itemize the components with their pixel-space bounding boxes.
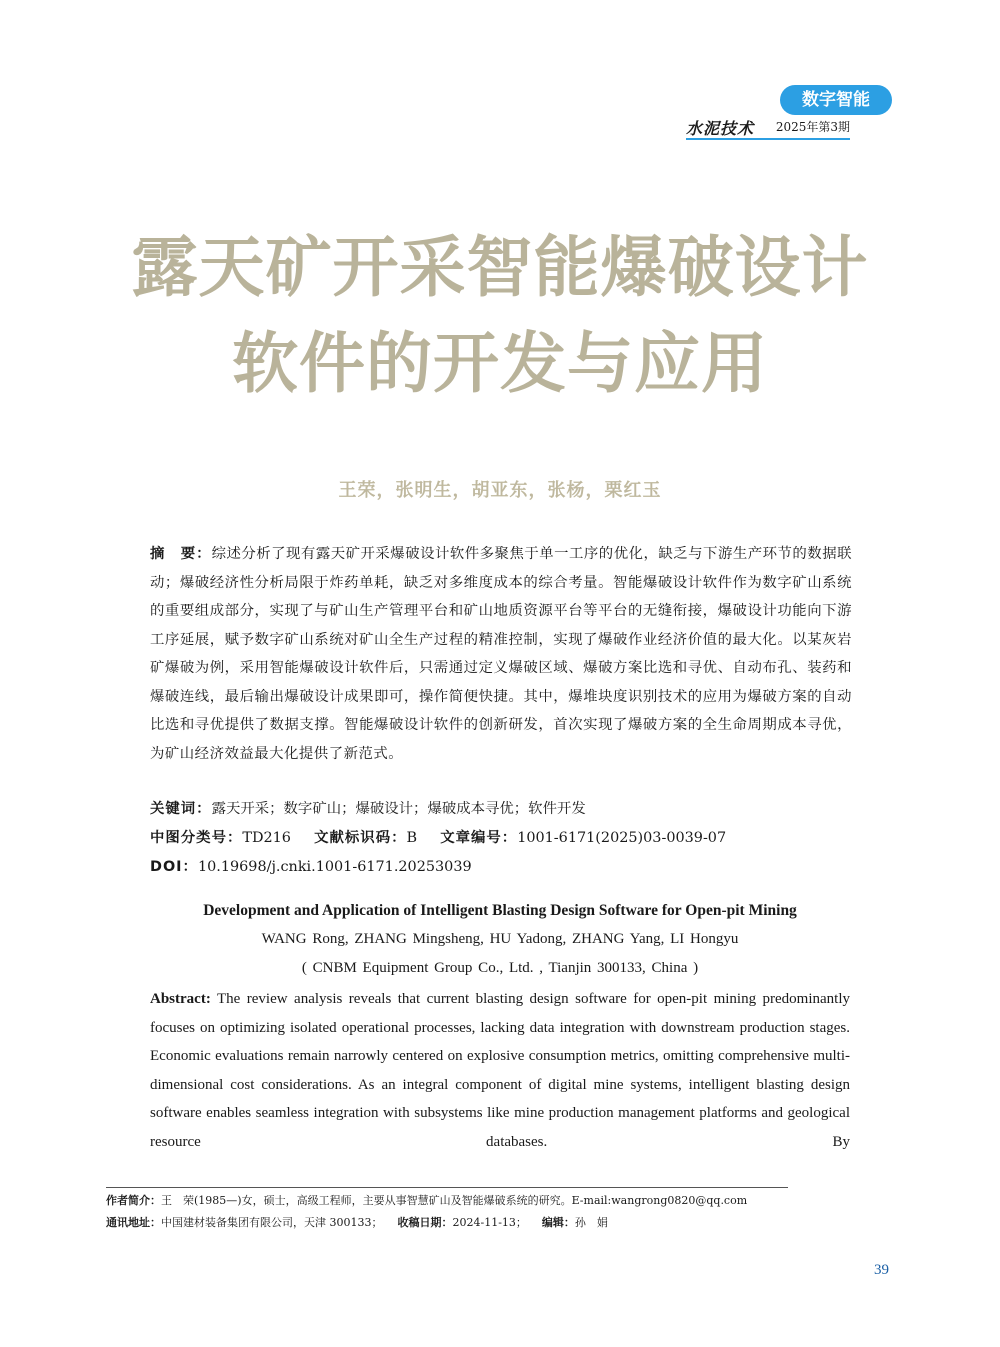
abstract-cn <box>150 540 852 768</box>
footnote-received-label: 收稿日期： <box>397 1216 453 1229</box>
classification <box>150 826 852 847</box>
footnote-author-text: 王 荣(1985—)女，硕士，高级工程师，主要从事智慧矿山及智能爆破系统的研究。E-mail:wangrong0820@qq.com <box>161 1194 748 1207</box>
section-badge: 数字智能 <box>780 85 892 115</box>
english-title: Development and Application of Intelligent Blasting Design Software for Open-pit Mining <box>203 902 797 919</box>
keywords-label: 关键词： <box>150 801 212 817</box>
abstract-en-text: The review analysis reveals that current blasting design software for open-pit mining predominantly focuses on optimizing isolated operational processes, lacking data integration with downstream production stages. Economic evaluations remain narrowly centered on explosive consumption metrics, omitting comprehensive multi-dimensional cost considerations. As an integral component of digital mine systems, intelligent blasting design software enables seamless integration with subsystems like mine production management platforms and geological resource databases. By <box>150 991 850 1150</box>
footnote-address-label: 通讯地址： <box>106 1216 161 1229</box>
english-authors: WANG Rong, ZHANG Mingsheng, HU Yadong, ZHANG Yang, LI Hongyu <box>261 931 739 947</box>
journal-issue: 2025年第3期 <box>775 120 850 134</box>
footnote-editor-label: 编辑： <box>541 1216 575 1229</box>
doc-code-label: 文献标识码： <box>314 830 407 846</box>
english-affiliation: ( CNBM Equipment Group Co., Ltd. , Tianjin 300133, China ) <box>301 960 699 976</box>
journal-name: 水泥技术 <box>686 119 755 138</box>
footnote-received-text: 2024-11-13； <box>452 1216 527 1229</box>
doi <box>150 855 852 876</box>
keywords <box>150 797 852 818</box>
page-number: 39 <box>874 1262 889 1278</box>
authors-cn: 王荣，张明生，胡亚东，张杨，栗红玉 <box>338 480 662 501</box>
footnote-divider <box>106 1187 788 1188</box>
keywords-text: 露天开采；数字矿山；爆破设计；爆破成本寻优；软件开发 <box>211 801 586 817</box>
article-number-label: 文章编号： <box>440 830 518 846</box>
journal-header <box>686 116 850 140</box>
article-title-line2: 软件的开发与应用 <box>232 325 768 402</box>
article-number-value: 1001-6171(2025)03-0039-07 <box>517 830 727 846</box>
footnote-author <box>106 1192 747 1208</box>
footnote-address-text: 中国建材装备集团有限公司，天津 300133； <box>161 1216 383 1229</box>
footnote-author-label: 作者简介： <box>106 1194 161 1207</box>
abstract-en <box>150 985 850 1157</box>
footnote-address <box>106 1214 608 1230</box>
abstract-cn-label: 摘 要： <box>150 546 212 562</box>
doi-label: DOI： <box>150 859 198 875</box>
footnote-editor-text: 孙 娟 <box>574 1216 608 1229</box>
doi-value: 10.19698/j.cnki.1001-6171.20253039 <box>197 859 472 875</box>
abstract-en-label: Abstract: <box>150 991 211 1007</box>
clc-label: 中图分类号： <box>150 830 243 846</box>
clc-value: TD216 <box>242 830 291 846</box>
doc-code-value: B <box>406 830 418 846</box>
article-title-line1: 露天矿开采智能爆破设计 <box>131 229 869 306</box>
abstract-cn-text: 综述分析了现有露天矿开采爆破设计软件多聚焦于单一工序的优化，缺乏与下游生产环节的数据联动；爆破经济性分析局限于炸药单耗，缺乏对多维度成本的综合考量。智能爆破设计软件作为数字矿山系统的重要组成部分，实现了与矿山生产管理平台和矿山地质资源平台等平台的无缝衔接，爆破设计功能向下游工序延展，赋予数字矿山系统对矿山全生产过程的精准控制，实现了爆破作业经济价值的最大化。以某灰岩矿爆破为例，采用智能爆破设计软件后，只需通过定义爆破区域、爆破方案比选和寻优、自动布孔、装药和爆破连线，最后输出爆破设计成果即可，操作简便快捷。其中，爆堆块度识别技术的应用为爆破方案的自动比选和寻优提供了数据支撑。智能爆破设计软件的创新研发，首次实现了爆破方案的全生命周期成本寻优，为矿山经济效益最大化提供了新范式。 <box>150 546 852 762</box>
